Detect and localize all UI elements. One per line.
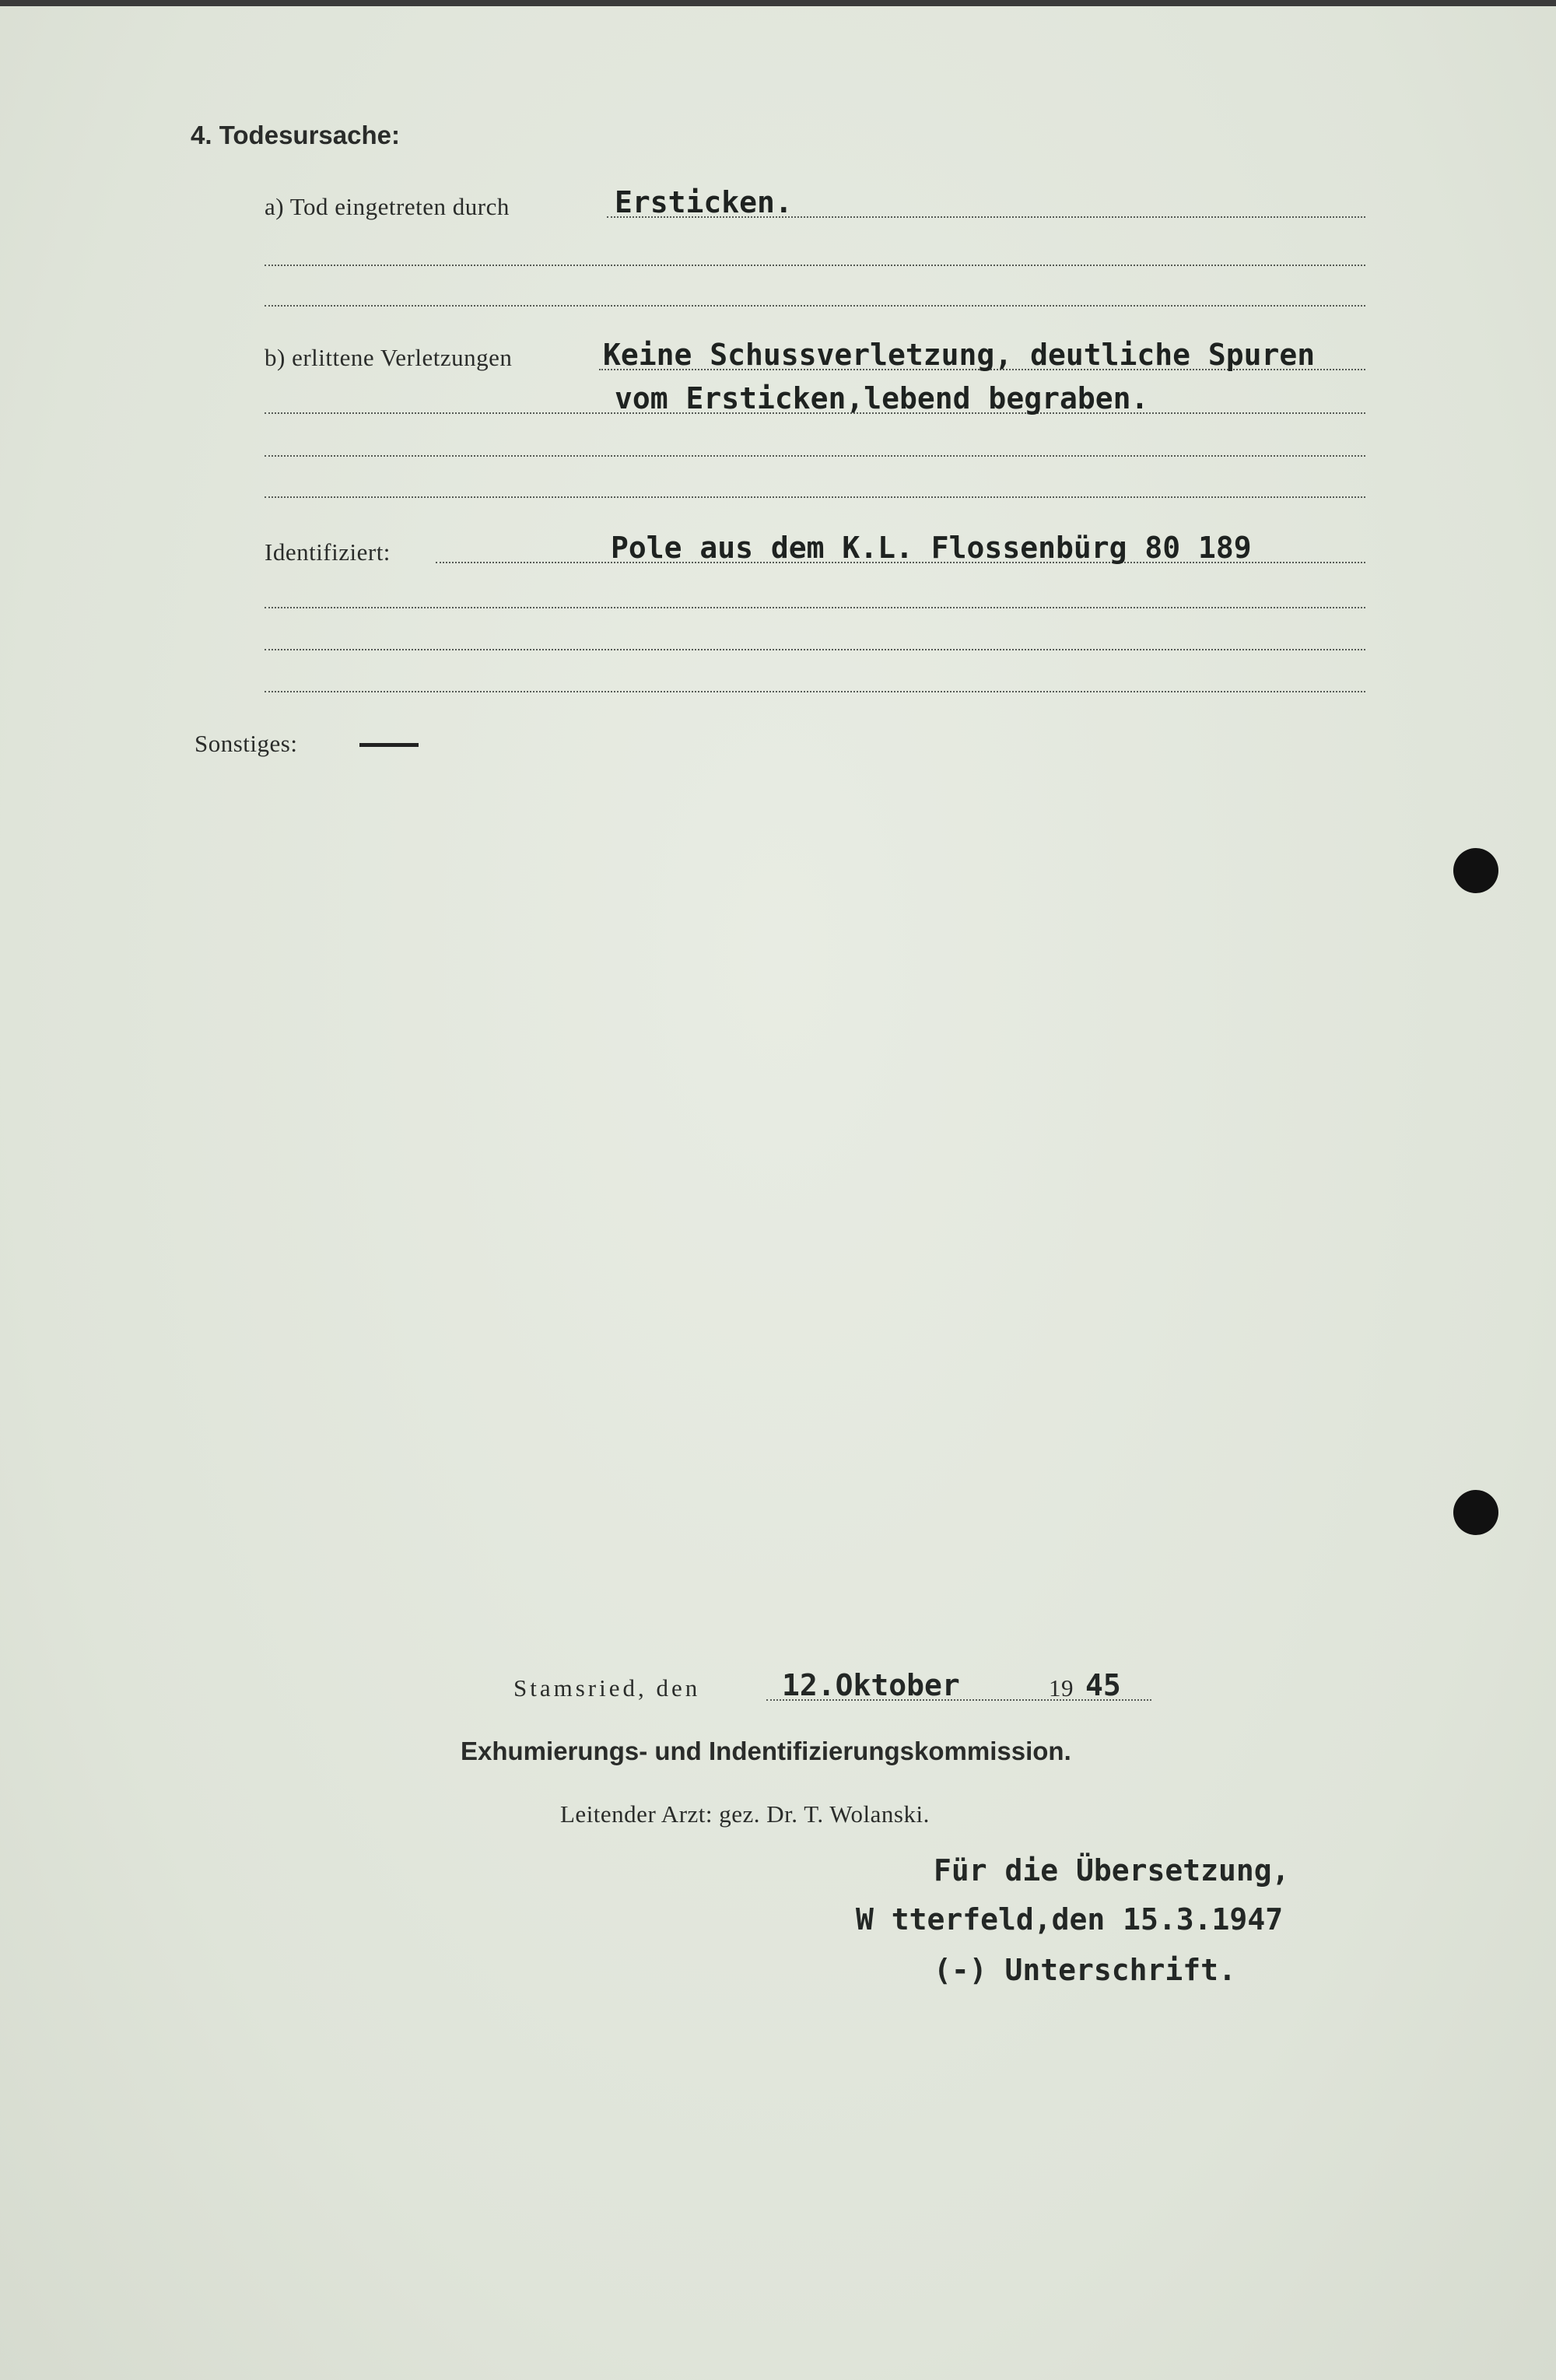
- other-label: Sonstiges:: [194, 730, 298, 757]
- year-suffix: 45: [1085, 1668, 1121, 1702]
- place-date-label: Stamsried, den: [513, 1674, 701, 1702]
- identified-label: Identifiziert:: [265, 538, 391, 566]
- translation-line2: W tterfeld,den 15.3.1947: [856, 1902, 1284, 1937]
- punch-hole: [1453, 1490, 1498, 1535]
- year-prefix: 19: [1049, 1674, 1074, 1702]
- dotted-line: [265, 305, 1365, 307]
- identified-value: Pole aus dem K.L. Flossenbürg 80 189: [611, 531, 1252, 565]
- dotted-line: [265, 455, 1365, 457]
- injuries-label: b) erlittene Verletzungen: [265, 344, 513, 371]
- dotted-line: [265, 691, 1365, 692]
- dotted-line: [265, 265, 1365, 266]
- commission-name: Exhumierungs- und Indentifizierungskommission.: [461, 1737, 1071, 1765]
- date-value: 12.Oktober: [782, 1668, 960, 1702]
- dotted-line: [265, 496, 1365, 498]
- injuries-value-line1: Keine Schussverletzung, deutliche Spuren: [603, 338, 1316, 372]
- other-value-dash: [359, 743, 419, 747]
- death-cause-value: Ersticken.: [615, 185, 793, 219]
- translation-line1: Für die Übersetzung,: [934, 1853, 1290, 1888]
- punch-hole: [1453, 848, 1498, 893]
- dotted-line: [265, 649, 1365, 650]
- cause-of-death-heading: 4. Todesursache:: [191, 121, 400, 149]
- translation-line3: (-) Unterschrift.: [934, 1953, 1236, 1987]
- dotted-line: [265, 607, 1365, 608]
- doctor-signature-line: Leitender Arzt: gez. Dr. T. Wolanski.: [560, 1800, 930, 1828]
- death-cause-label: a) Tod eingetreten durch: [265, 193, 510, 220]
- scan-edge: [0, 0, 1556, 6]
- injuries-value-line2: vom Ersticken,lebend begraben.: [615, 381, 1149, 415]
